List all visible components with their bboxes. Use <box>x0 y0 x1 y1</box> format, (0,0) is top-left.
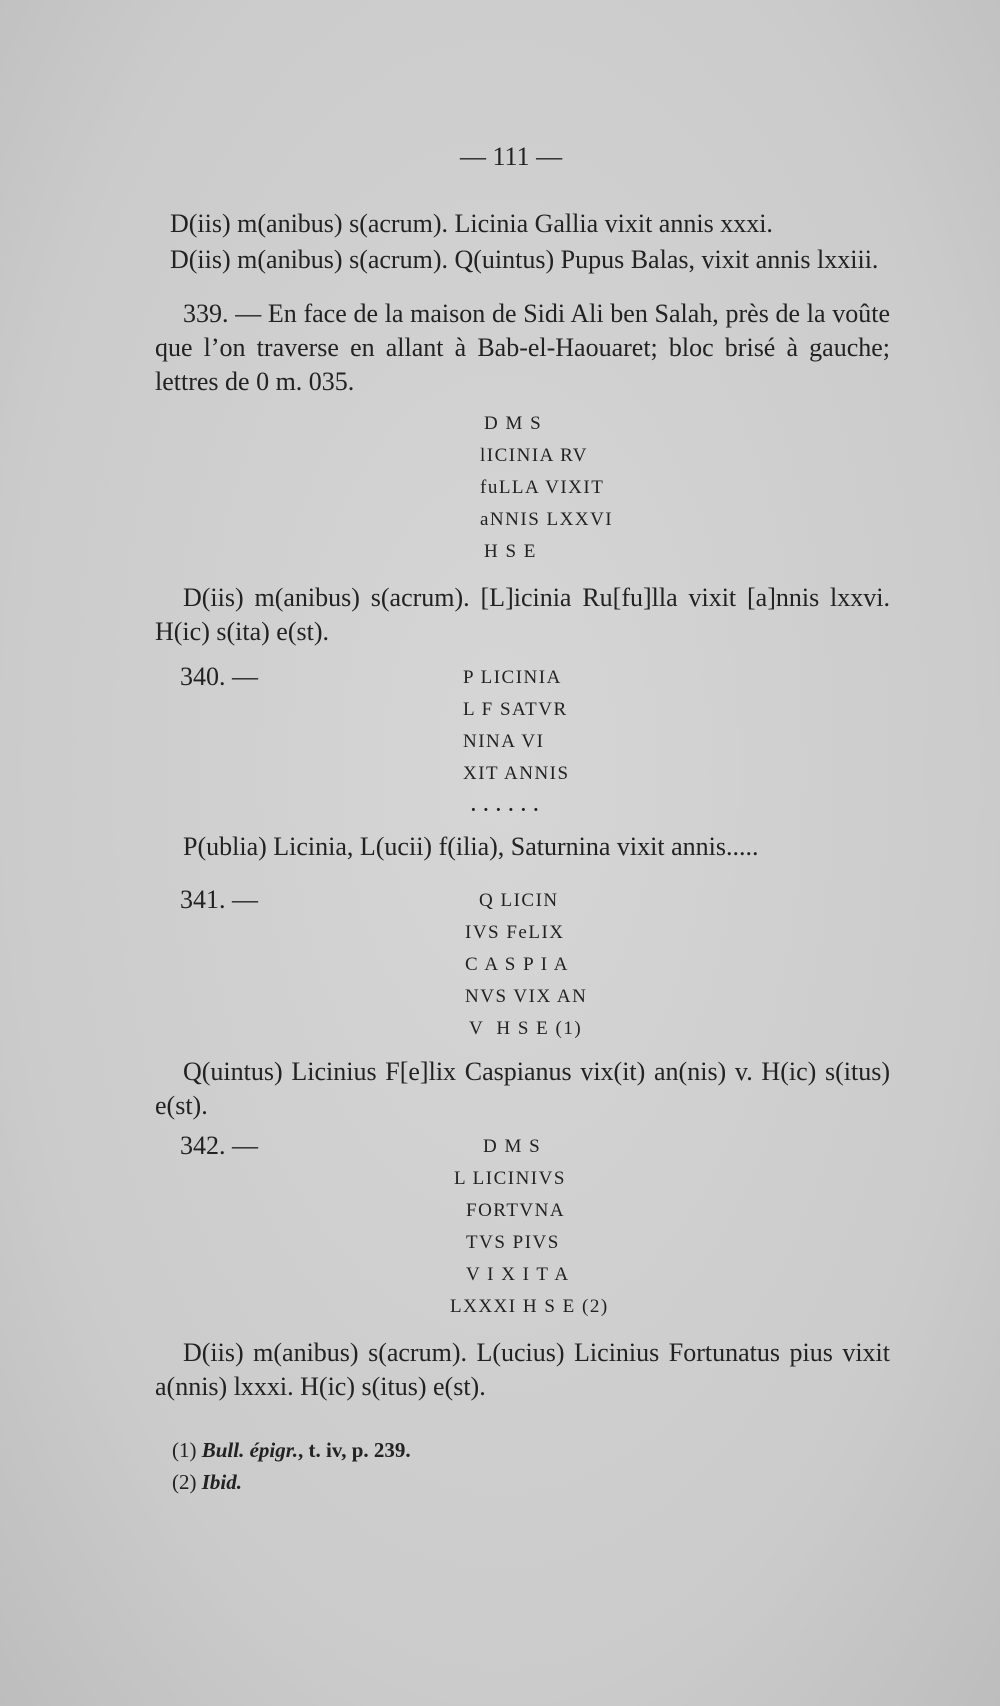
entry-342-inscription <box>450 1131 680 1323</box>
inscription-line: aNNIS LXXVI <box>480 509 614 530</box>
inscription-line: Q LICIN <box>479 890 559 911</box>
footnote-1-title: Bull. épigr. <box>201 1438 299 1462</box>
intro-line-1: D(iis) m(anibus) s(acrum). Licinia Gallia vixit annis xxxi. <box>170 209 773 238</box>
inscription-line: fuLLA VIXIT <box>480 477 605 498</box>
entry-340-inscription <box>463 662 673 822</box>
entry-341-transcription: Q(uintus) Licinius F[e]lix Caspianus vix(it) an(nis) v. H(ic) s(itus) e(st). <box>155 1057 890 1120</box>
inscription-line: P LICINIA <box>463 667 562 688</box>
inscription-line: NINA VI <box>463 731 545 752</box>
inscription-line: IVS FeLIX <box>465 922 565 943</box>
footnote-1-reference: , t. iv, p. 239. <box>298 1438 411 1462</box>
entry-342-number: 342. — <box>180 1131 258 1160</box>
footnote-1-number: (1) <box>172 1438 197 1462</box>
entry-340-number: 340. — <box>180 662 258 691</box>
entry-341-number: 341. — <box>180 885 258 914</box>
entry-339-transcription: D(iis) m(anibus) s(acrum). [L]icinia Ru[fu]lla vixit [a]nnis lxxvi. H(ic) s(ita) e(st). <box>155 583 890 646</box>
page-number: — 111 — <box>460 142 563 171</box>
inscription-line: D M S <box>484 413 543 434</box>
inscription-line: . . . . . . <box>471 795 540 816</box>
inscription-line: lICINIA RV <box>480 445 588 466</box>
inscription-line: LXXXI H S E (2) <box>450 1296 609 1317</box>
entry-342-transcription: D(iis) m(anibus) s(acrum). L(ucius) Licinius Fortunatus pius vixit a(nnis) lxxxi. H(ic) s(itus) e(st). <box>155 1338 890 1401</box>
footnote-2-title: Ibid. <box>201 1470 243 1494</box>
footnote-2-number: (2) <box>172 1470 197 1494</box>
inscription-line: V I X I T A <box>466 1264 570 1285</box>
entry-339-description: 339. — En face de la maison de Sidi Ali ben Salah, près de la voûte que l’on traverse en allant à Bab-el-Haouaret; bloc brisé à gauche; lettres de 0 m. 035. <box>155 299 890 396</box>
inscription-line: D M S <box>483 1136 542 1157</box>
inscription-line: XIT ANNIS <box>463 763 570 784</box>
inscription-line: L LICINIVS <box>454 1168 566 1189</box>
inscription-line: FORTVNA <box>466 1200 566 1221</box>
inscription-line: L F SATVR <box>463 699 568 720</box>
entry-341-inscription <box>465 885 675 1045</box>
footnote-1 <box>172 1434 411 1466</box>
entry-339-inscription <box>480 408 690 568</box>
intro-line-2: D(iis) m(anibus) s(acrum). Q(uintus) Pupus Balas, vixit annis lxxiii. <box>170 245 879 274</box>
inscription-line: H S E <box>484 541 537 562</box>
inscription-line: V H S E (1) <box>469 1018 583 1039</box>
inscription-line: NVS VIX AN <box>465 986 588 1007</box>
inscription-line: TVS PIVS <box>466 1232 560 1253</box>
footnote-2 <box>172 1466 242 1498</box>
inscription-line: C A S P I A <box>465 954 569 975</box>
entry-340-transcription: P(ublia) Licinia, L(ucii) f(ilia), Saturnina vixit annis..... <box>183 832 759 861</box>
